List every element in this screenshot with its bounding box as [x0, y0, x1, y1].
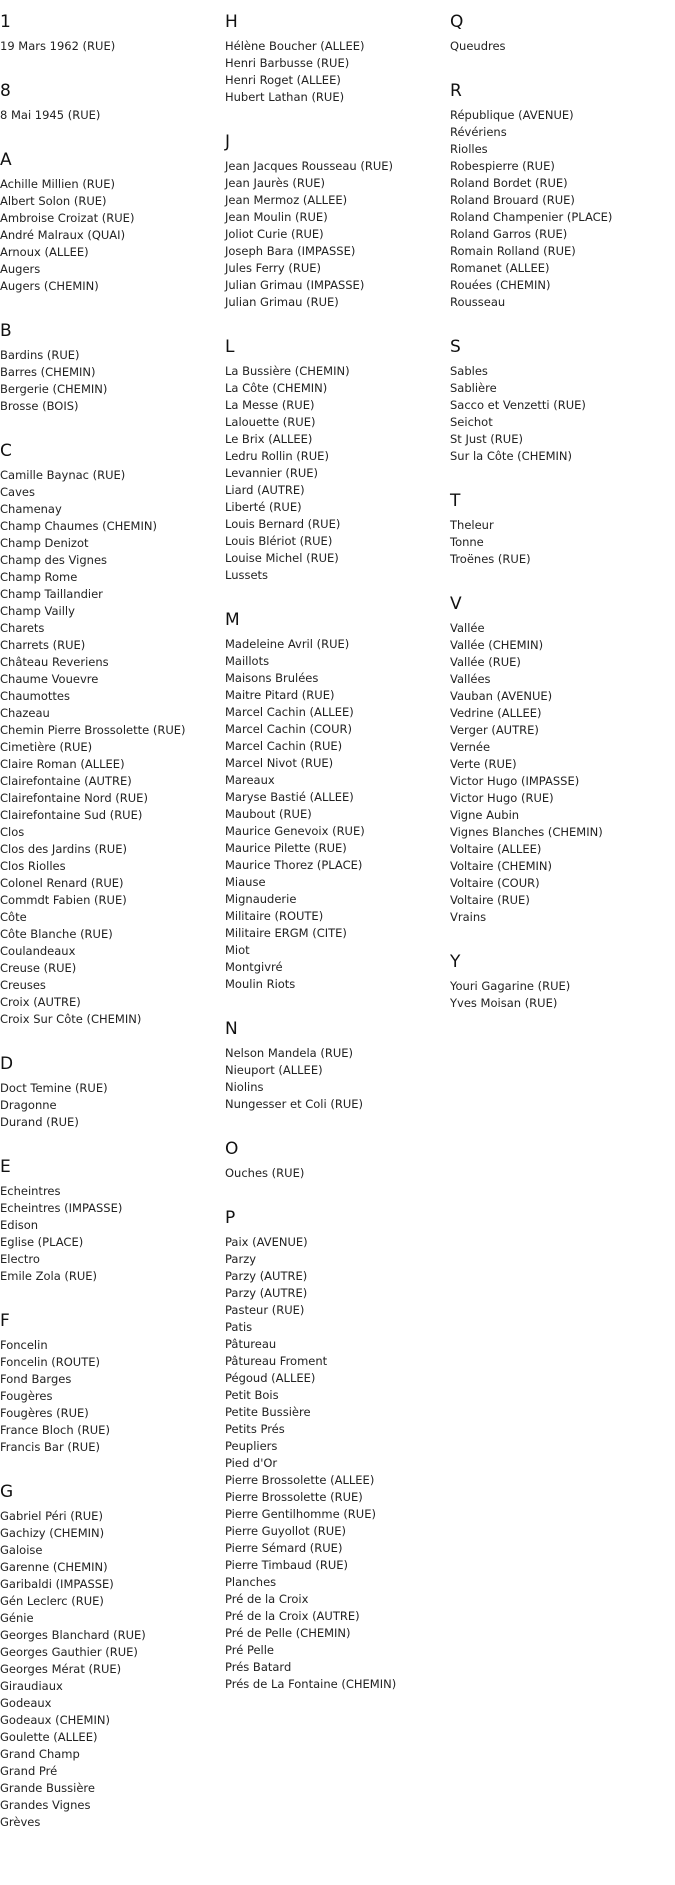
- street-link[interactable]: Vallée (RUE): [450, 655, 521, 669]
- street-link[interactable]: Sables: [450, 364, 488, 378]
- street-link[interactable]: Grande Bussière: [0, 1781, 95, 1795]
- street-link[interactable]: Achille Millien (RUE): [0, 177, 115, 191]
- street-link[interactable]: Durand (RUE): [0, 1115, 79, 1129]
- street-link[interactable]: Petits Prés: [225, 1422, 285, 1436]
- street-link[interactable]: Echeintres: [0, 1184, 61, 1198]
- letter-section: [450, 12, 670, 69]
- street-link[interactable]: Francis Bar (RUE): [0, 1440, 100, 1454]
- street-link[interactable]: 19 Mars 1962 (RUE): [0, 39, 116, 53]
- letter-heading: J: [225, 132, 231, 152]
- street-link[interactable]: Doct Temine (RUE): [0, 1081, 108, 1095]
- street-link[interactable]: Liberté (RUE): [225, 500, 302, 514]
- street-link[interactable]: Maurice Thorez (PLACE): [225, 858, 363, 872]
- street-link[interactable]: Clos des Jardins (RUE): [0, 842, 127, 856]
- street-link[interactable]: Dragonne: [0, 1098, 57, 1112]
- street-link[interactable]: Georges Gauthier (RUE): [0, 1645, 138, 1659]
- street-link[interactable]: Petite Bussière: [225, 1405, 311, 1419]
- section-spacer: [225, 584, 445, 598]
- street-link[interactable]: Pied d'Or: [225, 1456, 278, 1470]
- letter-section: [0, 441, 220, 1042]
- street-link[interactable]: Vernée: [450, 740, 491, 754]
- street-link[interactable]: Barres (CHEMIN): [0, 365, 96, 379]
- letter-heading: E: [0, 1157, 11, 1177]
- street-link[interactable]: Maryse Bastié (ALLEE): [225, 790, 354, 804]
- street-link[interactable]: Coulandeaux: [0, 944, 76, 958]
- street-link[interactable]: République (AVENUE): [450, 108, 574, 122]
- street-link[interactable]: Château Reveriens: [0, 655, 109, 669]
- street-link[interactable]: Vallée: [450, 621, 485, 635]
- letter-heading: S: [450, 337, 461, 357]
- letter-heading: N: [225, 1019, 238, 1039]
- street-link[interactable]: Cimetière (RUE): [0, 740, 93, 754]
- street-link[interactable]: Ouches (RUE): [225, 1166, 305, 1180]
- letter-section: [0, 321, 220, 429]
- street-link[interactable]: Foncelin (ROUTE): [0, 1355, 100, 1369]
- street-link[interactable]: Champ Rome: [0, 570, 78, 584]
- street-link[interactable]: Arnoux (ALLEE): [0, 245, 89, 259]
- street-link[interactable]: Bardins (RUE): [0, 348, 80, 362]
- street-link[interactable]: Voltaire (CHEMIN): [450, 859, 552, 873]
- letter-section: [0, 150, 220, 309]
- street-link[interactable]: Gachizy (CHEMIN): [0, 1526, 105, 1540]
- letter-heading: G: [0, 1482, 14, 1502]
- street-link[interactable]: Romain Rolland (RUE): [450, 244, 576, 258]
- street-link[interactable]: Le Brix (ALLEE): [225, 432, 313, 446]
- street-link[interactable]: Sur la Côte (CHEMIN): [450, 449, 573, 463]
- section-spacer: [225, 1113, 445, 1127]
- street-link[interactable]: Pré de Pelle (CHEMIN): [225, 1626, 351, 1640]
- street-link[interactable]: Croix (AUTRE): [0, 995, 81, 1009]
- street-link[interactable]: Grand Champ: [0, 1747, 80, 1761]
- street-link[interactable]: Godeaux (CHEMIN): [0, 1713, 110, 1727]
- street-link[interactable]: Pierre Brossolette (ALLEE): [225, 1473, 375, 1487]
- letter-section: [225, 132, 445, 325]
- street-link[interactable]: Louis Bernard (RUE): [225, 517, 341, 531]
- section-spacer: [450, 311, 670, 325]
- street-link[interactable]: Paix (AVENUE): [225, 1235, 308, 1249]
- street-link[interactable]: Echeintres (IMPASSE): [0, 1201, 123, 1215]
- street-link[interactable]: Pierre Gentilhomme (RUE): [225, 1507, 376, 1521]
- street-link[interactable]: Pierre Timbaud (RUE): [225, 1558, 348, 1572]
- section-spacer: [0, 1028, 220, 1042]
- street-link[interactable]: Militaire (ROUTE): [225, 909, 324, 923]
- street-link[interactable]: Jean Jacques Rousseau (RUE): [225, 159, 394, 173]
- street-link[interactable]: Seichot: [450, 415, 493, 429]
- street-link[interactable]: Pâtureau Froment: [225, 1354, 328, 1368]
- street-link[interactable]: Goulette (ALLEE): [0, 1730, 98, 1744]
- street-link[interactable]: Lussets: [225, 568, 269, 582]
- street-link[interactable]: Theleur: [450, 518, 494, 532]
- street-link[interactable]: Vallée (CHEMIN): [450, 638, 544, 652]
- street-link[interactable]: Roland Garros (RUE): [450, 227, 568, 241]
- street-link[interactable]: Vauban (AVENUE): [450, 689, 553, 703]
- section-spacer: [450, 465, 670, 479]
- street-link[interactable]: Godeaux: [0, 1696, 52, 1710]
- street-link[interactable]: Nungesser et Coli (RUE): [225, 1097, 363, 1111]
- street-column-2: [225, 0, 445, 1707]
- street-link[interactable]: Vallées: [450, 672, 491, 686]
- street-link[interactable]: Prés de La Fontaine (CHEMIN): [225, 1677, 397, 1691]
- street-link[interactable]: Champ Denizot: [0, 536, 89, 550]
- street-link[interactable]: Champ Chaumes (CHEMIN): [0, 519, 157, 533]
- street-link[interactable]: Clairefontaine (AUTRE): [0, 774, 132, 788]
- street-link[interactable]: Roland Champenier (PLACE): [450, 210, 613, 224]
- street-link[interactable]: Caves: [0, 485, 35, 499]
- street-link[interactable]: Vrains: [450, 910, 487, 924]
- letter-heading: 8: [0, 81, 11, 101]
- letter-heading: A: [0, 150, 12, 170]
- street-link[interactable]: Liard (AUTRE): [225, 483, 305, 497]
- street-link[interactable]: St Just (RUE): [450, 432, 523, 446]
- street-link[interactable]: Fond Barges: [0, 1372, 72, 1386]
- street-link[interactable]: Pré de la Croix (AUTRE): [225, 1609, 360, 1623]
- street-link[interactable]: Eglise (PLACE): [0, 1235, 84, 1249]
- street-link[interactable]: Mareaux: [225, 773, 275, 787]
- street-link[interactable]: Hélène Boucher (ALLEE): [225, 39, 365, 53]
- street-link[interactable]: Marcel Cachin (COUR): [225, 722, 352, 736]
- street-link[interactable]: Nieuport (ALLEE): [225, 1063, 323, 1077]
- street-link[interactable]: Julian Grimau (IMPASSE): [225, 278, 365, 292]
- street-link[interactable]: Jean Moulin (RUE): [225, 210, 328, 224]
- street-link[interactable]: Georges Mérat (RUE): [0, 1662, 122, 1676]
- section-spacer: [450, 1012, 670, 1026]
- street-link[interactable]: Côte: [0, 910, 27, 924]
- letter-section: [225, 610, 445, 1007]
- street-link[interactable]: Pierre Sémard (RUE): [225, 1541, 343, 1555]
- street-link[interactable]: Champ Vailly: [0, 604, 75, 618]
- street-link[interactable]: Maubout (RUE): [225, 807, 312, 821]
- street-link[interactable]: Chemin Pierre Brossolette (RUE): [0, 723, 186, 737]
- street-link[interactable]: Romanet (ALLEE): [450, 261, 550, 275]
- street-link[interactable]: Louise Michel (RUE): [225, 551, 339, 565]
- letter-section: [450, 952, 670, 1026]
- street-column-3: [450, 0, 670, 1026]
- street-link[interactable]: Militaire ERGM (CITE): [225, 926, 347, 940]
- street-link[interactable]: Parzy: [225, 1252, 257, 1266]
- street-link[interactable]: Madeleine Avril (RUE): [225, 637, 350, 651]
- street-link[interactable]: Rouées (CHEMIN): [450, 278, 551, 292]
- letter-heading: C: [0, 441, 12, 461]
- street-link[interactable]: France Bloch (RUE): [0, 1423, 110, 1437]
- street-link[interactable]: Camille Baynac (RUE): [0, 468, 126, 482]
- street-link[interactable]: Planches: [225, 1575, 277, 1589]
- street-link[interactable]: Maurice Pilette (RUE): [225, 841, 347, 855]
- street-link[interactable]: Albert Solon (RUE): [0, 194, 107, 208]
- street-link[interactable]: Creuses: [0, 978, 46, 992]
- street-link[interactable]: Côte Blanche (RUE): [0, 927, 113, 941]
- street-link[interactable]: La Bussière (CHEMIN): [225, 364, 350, 378]
- street-link[interactable]: Lalouette (RUE): [225, 415, 316, 429]
- street-link[interactable]: Augers (CHEMIN): [0, 279, 99, 293]
- letter-section: [225, 12, 445, 120]
- street-link[interactable]: Génie: [0, 1611, 34, 1625]
- street-link[interactable]: Pégoud (ALLEE): [225, 1371, 316, 1385]
- street-link[interactable]: Louis Blériot (RUE): [225, 534, 333, 548]
- street-link[interactable]: Voltaire (ALLEE): [450, 842, 542, 856]
- street-link[interactable]: Moulin Riots: [225, 977, 296, 991]
- letter-heading: Q: [450, 12, 464, 32]
- street-link[interactable]: Chaumottes: [0, 689, 70, 703]
- street-link[interactable]: Prés Batard: [225, 1660, 292, 1674]
- letter-section: [450, 594, 670, 940]
- section-spacer: [225, 106, 445, 120]
- street-link[interactable]: Ledru Rollin (RUE): [225, 449, 329, 463]
- section-spacer: [225, 311, 445, 325]
- section-spacer: [0, 1285, 220, 1299]
- section-spacer: [0, 295, 220, 309]
- street-link[interactable]: Croix Sur Côte (CHEMIN): [0, 1012, 142, 1026]
- street-link[interactable]: Roland Bordet (RUE): [450, 176, 568, 190]
- street-link[interactable]: Victor Hugo (IMPASSE): [450, 774, 580, 788]
- street-link[interactable]: Clos Riolles: [0, 859, 66, 873]
- street-link[interactable]: Jean Mermoz (ALLEE): [225, 193, 348, 207]
- street-link[interactable]: Parzy (AUTRE): [225, 1269, 308, 1283]
- street-link[interactable]: Tonne: [450, 535, 484, 549]
- letter-heading: O: [225, 1139, 239, 1159]
- street-link[interactable]: Charets: [0, 621, 45, 635]
- section-spacer: [0, 415, 220, 429]
- street-link[interactable]: Edison: [0, 1218, 39, 1232]
- street-link[interactable]: Hubert Lathan (RUE): [225, 90, 345, 104]
- street-link[interactable]: Roland Brouard (RUE): [450, 193, 575, 207]
- street-link[interactable]: Augers: [0, 262, 41, 276]
- street-link[interactable]: Chamenay: [0, 502, 62, 516]
- street-link[interactable]: Pâtureau: [225, 1337, 277, 1351]
- street-link[interactable]: Yves Moisan (RUE): [450, 996, 558, 1010]
- street-link[interactable]: Champ des Vignes: [0, 553, 108, 567]
- street-link[interactable]: Fougères (RUE): [0, 1406, 89, 1420]
- street-link[interactable]: Miot: [225, 943, 250, 957]
- street-link[interactable]: Patis: [225, 1320, 253, 1334]
- letter-section: [0, 1054, 220, 1145]
- street-link[interactable]: Jules Ferry (RUE): [225, 261, 322, 275]
- street-link[interactable]: Brosse (BOIS): [0, 399, 79, 413]
- letter-heading: H: [225, 12, 238, 32]
- street-link[interactable]: Pierre Brossolette (RUE): [225, 1490, 363, 1504]
- street-link[interactable]: Niolins: [225, 1080, 264, 1094]
- street-link[interactable]: Bergerie (CHEMIN): [0, 382, 108, 396]
- letter-heading: P: [225, 1208, 236, 1228]
- street-link[interactable]: Nelson Mandela (RUE): [225, 1046, 354, 1060]
- letter-heading: F: [0, 1311, 10, 1331]
- street-link[interactable]: Grand Pré: [0, 1764, 58, 1778]
- section-spacer: [450, 568, 670, 582]
- street-link[interactable]: Maillots: [225, 654, 270, 668]
- street-link[interactable]: Maurice Genevoix (RUE): [225, 824, 365, 838]
- street-link[interactable]: Jean Jaurès (RUE): [225, 176, 326, 190]
- street-link[interactable]: Galoise: [0, 1543, 43, 1557]
- letter-heading: L: [225, 337, 235, 357]
- street-link[interactable]: Montgivré: [225, 960, 283, 974]
- street-link[interactable]: Vedrine (ALLEE): [450, 706, 542, 720]
- street-link[interactable]: Emile Zola (RUE): [0, 1269, 98, 1283]
- letter-section: [225, 1208, 445, 1707]
- letter-section: [0, 1482, 220, 1845]
- street-link[interactable]: Commdt Fabien (RUE): [0, 893, 127, 907]
- street-link[interactable]: Riolles: [450, 142, 488, 156]
- letter-heading: T: [450, 491, 461, 511]
- street-link[interactable]: Claire Roman (ALLEE): [0, 757, 125, 771]
- letter-heading: Y: [450, 952, 461, 972]
- letter-section: [450, 337, 670, 479]
- letter-heading: R: [450, 81, 462, 101]
- street-link[interactable]: Ambroise Croizat (RUE): [0, 211, 135, 225]
- letter-section: [450, 491, 670, 582]
- street-link[interactable]: Vignes Blanches (CHEMIN): [450, 825, 603, 839]
- street-link[interactable]: La Messe (RUE): [225, 398, 315, 412]
- street-link[interactable]: Miause: [225, 875, 266, 889]
- street-link[interactable]: Clairefontaine Nord (RUE): [0, 791, 148, 805]
- street-link[interactable]: Pasteur (RUE): [225, 1303, 305, 1317]
- street-link[interactable]: Marcel Cachin (ALLEE): [225, 705, 354, 719]
- section-spacer: [450, 926, 670, 940]
- letter-section: [225, 1019, 445, 1127]
- street-link[interactable]: Robespierre (RUE): [450, 159, 555, 173]
- section-spacer: [0, 55, 220, 69]
- street-link[interactable]: Peupliers: [225, 1439, 278, 1453]
- street-link[interactable]: Julian Grimau (RUE): [225, 295, 339, 309]
- street-link[interactable]: Révériens: [450, 125, 507, 139]
- street-link[interactable]: Sacco et Venzetti (RUE): [450, 398, 586, 412]
- street-link[interactable]: Marcel Cachin (RUE): [225, 739, 343, 753]
- letter-section: [0, 12, 220, 69]
- street-link[interactable]: Pré de la Croix: [225, 1592, 309, 1606]
- street-link[interactable]: Creuse (RUE): [0, 961, 77, 975]
- street-link[interactable]: Gabriel Péri (RUE): [0, 1509, 103, 1523]
- letter-heading: 1: [0, 12, 11, 32]
- street-link[interactable]: Levannier (RUE): [225, 466, 319, 480]
- street-link[interactable]: Mignauderie: [225, 892, 297, 906]
- street-link[interactable]: Garibaldi (IMPASSE): [0, 1577, 114, 1591]
- letter-section: [225, 337, 445, 598]
- section-spacer: [225, 993, 445, 1007]
- street-link[interactable]: Henri Barbusse (RUE): [225, 56, 350, 70]
- street-link[interactable]: Giraudiaux: [0, 1679, 63, 1693]
- street-link[interactable]: Chaume Vouevre: [0, 672, 99, 686]
- street-link[interactable]: Petit Bois: [225, 1388, 279, 1402]
- letter-section: [225, 1139, 445, 1196]
- street-link[interactable]: Joliot Curie (RUE): [225, 227, 324, 241]
- letter-section: [0, 1157, 220, 1299]
- street-link[interactable]: Chazeau: [0, 706, 50, 720]
- street-link[interactable]: Vigne Aubin: [450, 808, 520, 822]
- street-link[interactable]: La Côte (CHEMIN): [225, 381, 328, 395]
- street-link[interactable]: Gén Leclerc (RUE): [0, 1594, 104, 1608]
- section-spacer: [225, 1182, 445, 1196]
- street-link[interactable]: Voltaire (RUE): [450, 893, 530, 907]
- street-link[interactable]: Charrets (RUE): [0, 638, 86, 652]
- street-link[interactable]: Grandes Vignes: [0, 1798, 91, 1812]
- street-link[interactable]: Fougères: [0, 1389, 53, 1403]
- street-link[interactable]: Verte (RUE): [450, 757, 517, 771]
- street-link[interactable]: Troënes (RUE): [450, 552, 531, 566]
- street-link[interactable]: Parzy (AUTRE): [225, 1286, 308, 1300]
- street-link[interactable]: Garenne (CHEMIN): [0, 1560, 108, 1574]
- letter-heading: D: [0, 1054, 14, 1074]
- street-link[interactable]: Joseph Bara (IMPASSE): [225, 244, 356, 258]
- letter-heading: V: [450, 594, 462, 614]
- street-link[interactable]: Henri Roget (ALLEE): [225, 73, 341, 87]
- street-link[interactable]: Electro: [0, 1252, 40, 1266]
- street-link[interactable]: 8 Mai 1945 (RUE): [0, 108, 101, 122]
- section-spacer: [225, 1693, 445, 1707]
- street-link[interactable]: Verger (AUTRE): [450, 723, 539, 737]
- letter-section: [450, 81, 670, 325]
- street-link[interactable]: Colonel Renard (RUE): [0, 876, 124, 890]
- street-link[interactable]: Foncelin: [0, 1338, 48, 1352]
- street-link[interactable]: Clos: [0, 825, 25, 839]
- letter-heading: M: [225, 610, 240, 630]
- street-link[interactable]: André Malraux (QUAI): [0, 228, 126, 242]
- street-link[interactable]: Youri Gagarine (RUE): [450, 979, 571, 993]
- street-link[interactable]: Voltaire (COUR): [450, 876, 540, 890]
- street-link[interactable]: Grèves: [0, 1815, 41, 1829]
- street-link[interactable]: Georges Blanchard (RUE): [0, 1628, 146, 1642]
- letter-section: [0, 81, 220, 138]
- street-link[interactable]: Maitre Pitard (RUE): [225, 688, 335, 702]
- section-spacer: [0, 1456, 220, 1470]
- letter-section: [0, 1311, 220, 1470]
- street-link[interactable]: Marcel Nivot (RUE): [225, 756, 334, 770]
- street-link[interactable]: Pierre Guyollot (RUE): [225, 1524, 346, 1538]
- section-spacer: [450, 55, 670, 69]
- street-link[interactable]: Sablière: [450, 381, 497, 395]
- section-spacer: [0, 1831, 220, 1845]
- street-column-1: [0, 0, 220, 1845]
- street-link[interactable]: Clairefontaine Sud (RUE): [0, 808, 143, 822]
- street-link[interactable]: Queudres: [450, 39, 506, 53]
- street-link[interactable]: Victor Hugo (RUE): [450, 791, 554, 805]
- letter-heading: B: [0, 321, 12, 341]
- street-link[interactable]: Rousseau: [450, 295, 506, 309]
- street-link[interactable]: Champ Taillandier: [0, 587, 103, 601]
- street-link[interactable]: Maisons Brulées: [225, 671, 319, 685]
- section-spacer: [0, 1131, 220, 1145]
- street-link[interactable]: Pré Pelle: [225, 1643, 275, 1657]
- section-spacer: [0, 124, 220, 138]
